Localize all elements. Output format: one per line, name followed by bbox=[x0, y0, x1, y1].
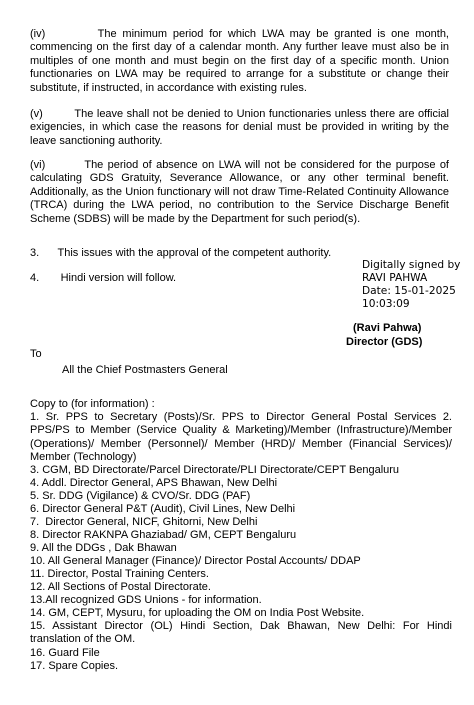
paragraph-vi: (vi) The period of absence on LWA will not be considered for the purpose of calculating GDS Gratuity, Severance Allowance, or any other terminal benefit. Additionally, as the Union functionary will not draw Time-Related Continuity Allowance (TRCA) during the LWA period, no contribution to the Service Discharge Benefit Scheme (SDBS) will be made by the Department for such period(s). bbox=[30, 159, 449, 225]
copy-to-heading: Copy to (for information) : bbox=[30, 398, 155, 410]
signature-line-3: Date: 15-01-2025 bbox=[362, 285, 456, 297]
signature-line-2: RAVI PAHWA bbox=[362, 272, 428, 284]
copy-item: 4. Addl. Director General, APS Bhawan, New Delhi bbox=[30, 477, 278, 489]
copy-item: 5. Sr. DDG (Vigilance) & CVO/Sr. DDG (PAF) bbox=[30, 490, 251, 502]
signature-line-1: Digitally signed by bbox=[362, 259, 461, 271]
signature-line-4: 10:03:09 bbox=[362, 298, 410, 310]
copy-item: 13.All recognized GDS Unions - for information. bbox=[30, 594, 262, 606]
paragraph-iv: (iv) The minimum period for which LWA may be granted is one month, commencing on the first day of a calendar month. Any further leave must also be in multiples of one month and must begin on the first day of a specific month. Union functionaries on LWA may be required to arrange for a substitute or change their substitute, if instructed, in accordance with existing rules. bbox=[30, 28, 449, 94]
copy-item: 12. All Sections of Postal Directorate. bbox=[30, 581, 211, 593]
signatory-designation: Director (GDS) bbox=[346, 336, 423, 348]
to-label: To bbox=[30, 348, 42, 360]
addressee: All the Chief Postmasters General bbox=[62, 364, 228, 376]
copy-item: 6. Director General P&T (Audit), Civil Lines, New Delhi bbox=[30, 503, 296, 515]
signatory-name: (Ravi Pahwa) bbox=[353, 322, 422, 334]
copy-item: 11. Director, Postal Training Centers. bbox=[30, 568, 209, 580]
copy-item: 14. GM, CEPT, Mysuru, for uploading the OM on India Post Website. bbox=[30, 607, 365, 619]
copy-item: 1. Sr. PPS to Secretary (Posts)/Sr. PPS to Director General Postal Services 2. PPS/PS to Member (Service Quality & Marketing)/Member (Infrastructure)/Member (Operations)/ Member (Personnel)/ Member (HRD)/ Member (Financial Services)/ Member (Technology) bbox=[30, 411, 452, 464]
copy-item: 17. Spare Copies. bbox=[30, 660, 119, 672]
point-3: 3. This issues with the approval of the competent authority. bbox=[30, 247, 332, 259]
copy-item: 9. All the DDGs , Dak Bhawan bbox=[30, 542, 177, 554]
copy-item: 16. Guard File bbox=[30, 647, 100, 659]
point-4: 4. Hindi version will follow. bbox=[30, 272, 177, 284]
copy-item: 3. CGM, BD Directorate/Parcel Directorate/PLI Directorate/CEPT Bengaluru bbox=[30, 464, 400, 476]
copy-item: 7. Director General, NICF, Ghitorni, New Delhi bbox=[30, 516, 258, 528]
copy-item: 15. Assistant Director (OL) Hindi Section, Dak Bhawan, New Delhi: For Hindi translation of the OM. bbox=[30, 620, 452, 646]
copy-item: 8. Director RAKNPA Ghaziabad/ GM, CEPT Bengaluru bbox=[30, 529, 297, 541]
paragraph-v: (v) The leave shall not be denied to Union functionaries unless there are official exigencies, in which case the reasons for denial must be provided in writing by the leave sanctioning authority. bbox=[30, 108, 449, 147]
copy-item: 10. All General Manager (Finance)/ Director Postal Accounts/ DDAP bbox=[30, 555, 361, 567]
